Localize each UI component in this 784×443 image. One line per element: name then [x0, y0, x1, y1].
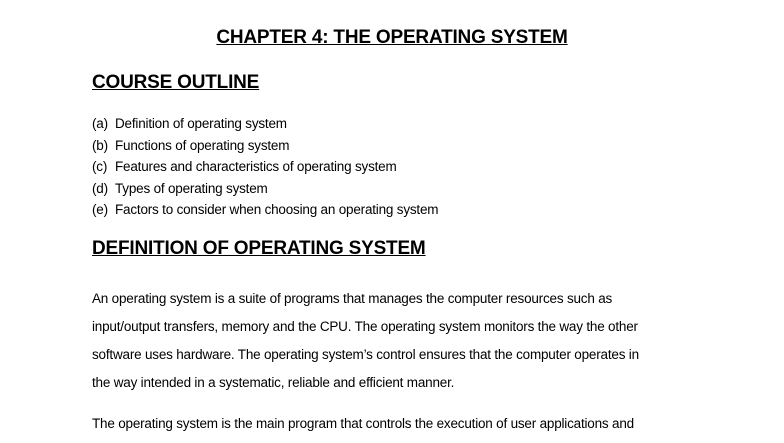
- outline-item-text: Factors to consider when choosing an operating system: [115, 202, 439, 218]
- outline-item-marker: (b): [92, 137, 108, 153]
- outline-item-marker: (c): [92, 159, 108, 175]
- outline-item-marker: (d): [92, 180, 108, 196]
- outline-item: [92, 180, 438, 202]
- outline-item-text: Types of operating system: [115, 180, 268, 196]
- paragraph-line: the way intended in a systematic, reliable and efficient manner.: [92, 375, 455, 390]
- outline-item-marker: (e): [92, 202, 108, 218]
- chapter-title: CHAPTER 4: THE OPERATING SYSTEM: [216, 27, 568, 48]
- outline-item-text: Definition of operating system: [115, 116, 287, 131]
- paragraph-line: software uses hardware. The operating system’s control ensures that the computer operates in: [92, 347, 639, 362]
- outline-item-text: Features and characteristics of operating system: [115, 159, 397, 175]
- outline-item: [92, 158, 438, 180]
- outline-item: [92, 115, 438, 137]
- paragraph-line: input/output transfers, memory and the CPU. The operating system monitors the way the other: [92, 319, 638, 334]
- outline-item-text: Functions of operating system: [115, 137, 290, 153]
- paragraph-line: The operating system is the main program that controls the execution of user applications and: [92, 416, 634, 431]
- course-outline-list: [92, 115, 438, 223]
- definition-paragraph-1: [92, 290, 712, 402]
- definition-paragraph-2: [92, 415, 712, 443]
- paragraph-line: An operating system is a suite of programs that manages the computer resources such as: [92, 291, 613, 306]
- outline-item: [92, 137, 438, 159]
- outline-item-marker: (a): [92, 116, 108, 131]
- course-outline-heading: COURSE OUTLINE: [92, 72, 260, 93]
- definition-heading: DEFINITION OF OPERATING SYSTEM: [92, 238, 426, 259]
- outline-item: [92, 201, 438, 223]
